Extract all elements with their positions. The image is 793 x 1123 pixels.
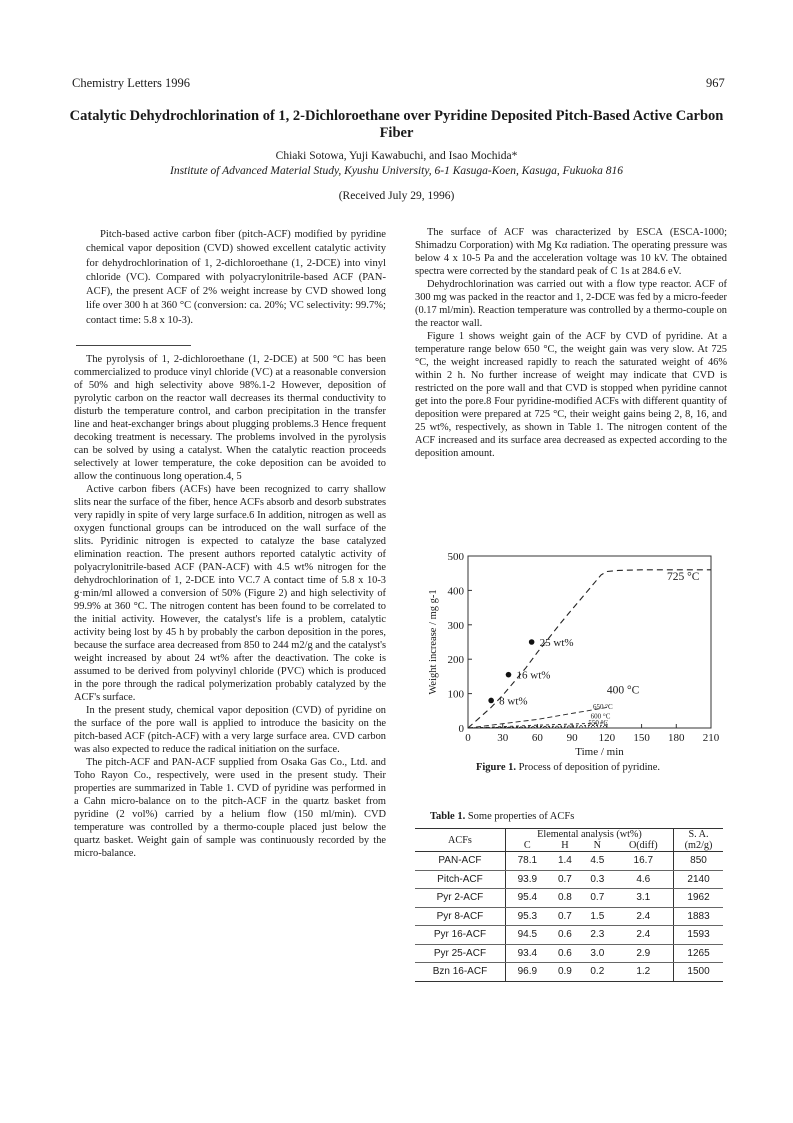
x-tick-label: 210 bbox=[702, 732, 720, 744]
y-tick-label: 100 bbox=[447, 688, 464, 701]
cell-surface-area: 1883 bbox=[674, 907, 723, 926]
table-row bbox=[415, 944, 723, 963]
data-point-label: 8 wt% bbox=[499, 695, 528, 708]
cell-o-diff: 16.7 bbox=[614, 852, 674, 871]
series-annotation: 600 °C bbox=[590, 712, 611, 721]
cell-h: 0.7 bbox=[549, 870, 581, 889]
cell-n: 4.5 bbox=[581, 852, 613, 871]
cell-acf-name: Pyr 8-ACF bbox=[415, 907, 505, 926]
cell-acf-name: Bzn 16-ACF bbox=[415, 963, 505, 982]
page-number: 967 bbox=[706, 76, 725, 90]
header-elemental-analysis: Elemental analysis (wt%) bbox=[537, 829, 642, 840]
x-tick-label: 150 bbox=[633, 732, 650, 744]
weight-gain-chart bbox=[408, 548, 728, 780]
cell-c: 96.9 bbox=[505, 963, 548, 982]
abstract: Pitch-based active carbon fiber (pitch-ACF) modified by pyridine chemical vapor deposition (CVD) showed excellent catalytic activity for dehydrochlorination of 1, 2-dichloroethane (1, 2-DCE) into vinyl chloride (VC). Compared with polyacrylonitrile-based ACF (PAN-ACF), the present ACF of 2% weight increase by CVD showed long life over 300 h at 360 °C (conversion: ca. 20%; VC selectivity: 99.7%; contact time: 5.8 x 10-3). bbox=[86, 229, 386, 326]
cell-h: 0.6 bbox=[549, 926, 581, 945]
cell-c: 93.9 bbox=[505, 870, 548, 889]
cell-n: 0.7 bbox=[581, 889, 613, 908]
cell-c: 95.3 bbox=[505, 907, 548, 926]
y-tick-label: 400 bbox=[447, 585, 464, 598]
cell-n: 2.3 bbox=[581, 926, 613, 945]
x-tick-label: 120 bbox=[598, 732, 616, 744]
series-annotation: 400 °C bbox=[606, 684, 640, 697]
table-row bbox=[415, 926, 723, 945]
table-row bbox=[415, 907, 723, 926]
table-caption-label: Table 1. bbox=[430, 811, 466, 822]
x-tick-label: 60 bbox=[531, 732, 543, 744]
acf-properties-table bbox=[415, 828, 723, 982]
series-annotation: 725 °C bbox=[667, 571, 700, 584]
table-row bbox=[415, 870, 723, 889]
cell-n: 1.5 bbox=[581, 907, 613, 926]
body-paragraph: In the present study, chemical vapor deposition (CVD) of pyridine on the surface of the pore wall is applied to introduce the basicity on the pitch-based ACF (pitch-ACF) with a very large surface area. CVD carbon was also expected to reduce the radical initiation on the surface. bbox=[74, 705, 386, 755]
data-point-label: 16 wt% bbox=[516, 669, 551, 682]
cell-o-diff: 2.4 bbox=[614, 926, 674, 945]
cell-o-diff: 2.9 bbox=[614, 944, 674, 963]
cell-c: 78.1 bbox=[505, 852, 548, 871]
figure-caption bbox=[408, 762, 728, 773]
cell-n: 0.3 bbox=[581, 870, 613, 889]
affiliation: Institute of Advanced Material Study, Kyushu University, 6-1 Kasuga-Koen, Kasuga, Fukuoka 816 bbox=[169, 165, 624, 177]
cell-surface-area: 1962 bbox=[674, 889, 723, 908]
y-tick-label: 300 bbox=[447, 619, 464, 632]
y-tick-label: 0 bbox=[458, 723, 464, 735]
table-caption-text: Some properties of ACFs bbox=[465, 811, 575, 822]
author-list: Chiaki Sotowa, Yuji Kawabuchi, and Isao Mochida* bbox=[275, 150, 518, 162]
data-point bbox=[506, 672, 512, 678]
body-paragraph: The surface of ACF was characterized by ESCA (ESCA-1000; Shimadzu Corporation) with Mg Kα radiation. The operating pressure was below 4 x 10-5 Pa and the acceleration voltage was 10 kV. The obtained spectra were corrected by the standard peak of C 1s at 284.6 eV. bbox=[415, 227, 727, 277]
y-axis-label: Weight increase / mg g-1 bbox=[428, 589, 439, 695]
cell-acf-name: Pyr 2-ACF bbox=[415, 889, 505, 908]
cell-surface-area: 850 bbox=[674, 852, 723, 871]
cell-h: 0.7 bbox=[549, 907, 581, 926]
cell-acf-name: Pitch-ACF bbox=[415, 870, 505, 889]
header-o-diff: O(diff) bbox=[614, 840, 674, 852]
y-tick-label: 200 bbox=[447, 654, 464, 667]
cell-o-diff: 3.1 bbox=[614, 889, 674, 908]
series-annotation: 650 °C bbox=[592, 703, 613, 712]
table-row bbox=[415, 852, 723, 871]
cell-h: 1.4 bbox=[549, 852, 581, 871]
x-tick-label: 90 bbox=[566, 732, 578, 744]
cell-c: 94.5 bbox=[505, 926, 548, 945]
cell-acf-name: Pyr 25-ACF bbox=[415, 944, 505, 963]
cell-h: 0.6 bbox=[549, 944, 581, 963]
cell-n: 3.0 bbox=[581, 944, 613, 963]
cell-o-diff: 4.6 bbox=[614, 870, 674, 889]
header-surface-area: S. A. bbox=[674, 829, 723, 841]
body-paragraph: The pyrolysis of 1, 2-dichloroethane (1, 2-DCE) at 500 °C has been commercialized to produce vinyl chloride (VC) at a reasonable conversion of 50% and high selectivity above 98%.1-2 However, deposition of pyrolytic carbon on the reactor wall decreases its thermal conductivity to disturb the temperature control, and carbon precipitation in the transfer line and heat-exchanger brings about plugging problems.3 Hence frequent decoking treatment is necessary. The problems involved in the pyrolysis can be solved by using a catalyst. When the catalytic reaction proceeds selectively at lower temperature, the coke deposition can be avoided to allow the continuous long operation.4, 5 bbox=[74, 354, 386, 482]
table-row bbox=[415, 889, 723, 908]
x-tick-label: 0 bbox=[465, 732, 471, 744]
header-surface-area-unit: (m2/g) bbox=[674, 840, 723, 852]
data-point bbox=[488, 698, 494, 704]
cell-c: 95.4 bbox=[505, 889, 548, 908]
cell-h: 0.8 bbox=[549, 889, 581, 908]
header-acfs: ACFs bbox=[415, 829, 505, 852]
paper-title: Catalytic Dehydrochlorination of 1, 2-Dichloroethane over Pyridine Deposited Pitch-Based Active Carbon Fiber bbox=[69, 108, 724, 141]
y-tick-label: 500 bbox=[447, 551, 464, 563]
data-point bbox=[529, 639, 535, 645]
body-paragraph: The pitch-ACF and PAN-ACF supplied from Osaka Gas Co., Ltd. and Toho Rayon Co., respectively, were used in the present study. Their properties are summarized in Table 1. CVD of pyridine was performed in a Cahn micro-balance on to the pitch-ACF in the quartz basket from pyridine (2 vol%) carried by a helium flow (150 ml/min). CVD temperature was controlled by a thermo-couple placed just below the quartz basket. Weight gain of sample was continuously recorded by the micro-balance. bbox=[74, 757, 386, 859]
table-caption bbox=[430, 811, 574, 822]
body-paragraph: Active carbon fibers (ACFs) have been recognized to carry shallow slits near the surface of the fiber, hence ACFs absorb and desorb substrates very rapidly in spite of very large surface.6 In addition, nitrogen as well as oxygen functional groups can be introduced on the wall surface of the slits. Pyridinic nitrogen is expected to catalyze the base catalyzed elimination reaction. The present authors reported catalytic activity of polyacrylonitrile-based ACF (PAN-ACF) with 4.5 wt% nitrogen for the dehydrochlorination of 1, 2-DCE into VC.7 A contact time of 5.8 x 10-3 g·min/ml allowed a conversion of 50% (Figure 2) and high selectivity of 99.9% at 360 °C. The nitrogen content has been found to be correlated to the initial activity. However, the catalyst's life is a problem, catalytic activity being lost by 45 h by probably the carbon deposition in the pores, because the surface area decreased from 850 to 244 m2/g and the catalyst's weight increased by about 24 wt% after the deactivation. The coke is assumed to be derived from polyvinyl chloride (PVC) which is produced in the pore through the radical polymerization probably catalyzed by the ACF's surface. bbox=[74, 484, 386, 703]
header-c: C bbox=[505, 840, 548, 852]
table-row bbox=[415, 963, 723, 982]
abstract-divider bbox=[76, 345, 191, 346]
right-column bbox=[415, 226, 727, 460]
cell-surface-area: 1593 bbox=[674, 926, 723, 945]
header-n: N bbox=[581, 840, 613, 852]
cell-surface-area: 2140 bbox=[674, 870, 723, 889]
cell-acf-name: Pyr 16-ACF bbox=[415, 926, 505, 945]
cell-surface-area: 1500 bbox=[674, 963, 723, 982]
x-axis-label: Time / min bbox=[575, 746, 624, 758]
cell-n: 0.2 bbox=[581, 963, 613, 982]
x-tick-label: 180 bbox=[668, 732, 685, 744]
data-point-label: 25 wt% bbox=[539, 637, 574, 649]
cell-c: 93.4 bbox=[505, 944, 548, 963]
running-header-journal: Chemistry Letters 1996 bbox=[72, 76, 191, 90]
figure-caption-label: Figure 1. bbox=[475, 762, 516, 773]
cell-acf-name: PAN-ACF bbox=[415, 852, 505, 871]
cell-h: 0.9 bbox=[549, 963, 581, 982]
body-paragraph: Dehydrochlorination was carried out with a flow type reactor. ACF of 300 mg was packed in the reactor and 1, 2-DCE was fed by a micro-feeder (0.17 ml/min). Reaction temperature was controlled by a thermo-couple on the reactor wall. bbox=[415, 279, 727, 329]
body-paragraph: Figure 1 shows weight gain of the ACF by CVD of pyridine. At a temperature range below 650 °C, the weight gain was very slow. At 725 °C, the weight increased rapidly to reach the saturated weight of 46% within 2 h. No further increase of weight may indicate that CVD is restricted on the pore wall and that CVD is stopped when pyridine cannot get into the pore.8 Four pyridine-modified ACFs with different quantity of deposition were prepared at 725 °C, their weight gains being 2, 8, 16, and 25 wt%, respectively, as shown in Table 1. The nitrogen content of the ACF increased and its surface area decreased as expected according to the deposition amount. bbox=[415, 331, 727, 459]
figure-1 bbox=[408, 548, 728, 780]
header-h: H bbox=[549, 840, 581, 852]
left-column bbox=[74, 353, 386, 860]
x-tick-label: 30 bbox=[497, 732, 509, 744]
figure-caption-text: Process of deposition of pyridine. bbox=[516, 762, 661, 773]
cell-o-diff: 1.2 bbox=[614, 963, 674, 982]
cell-surface-area: 1265 bbox=[674, 944, 723, 963]
cell-o-diff: 2.4 bbox=[614, 907, 674, 926]
series-annotation: 550 °C bbox=[588, 719, 609, 728]
received-date: (Received July 29, 1996) bbox=[338, 190, 455, 202]
